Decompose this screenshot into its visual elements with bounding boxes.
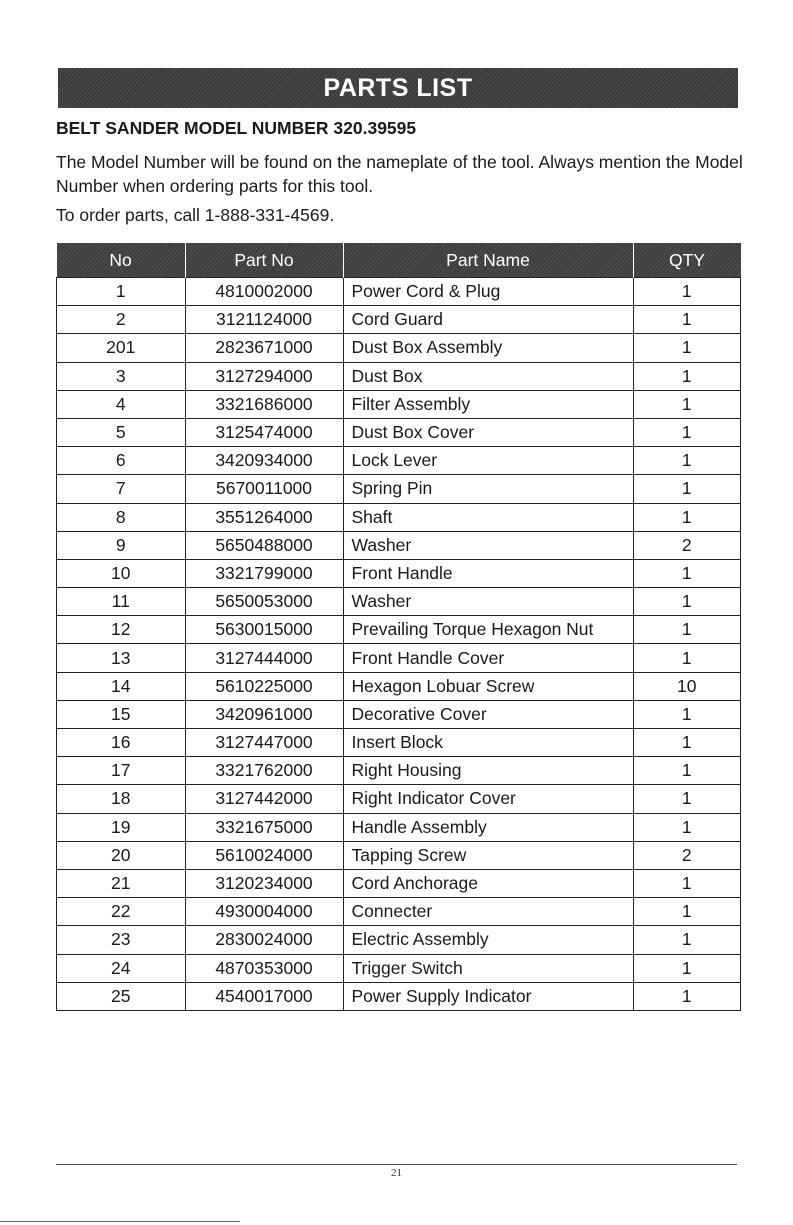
table-row bbox=[57, 672, 741, 700]
cell-part-name: Right Housing bbox=[343, 757, 633, 785]
cell-part-name: Trigger Switch bbox=[343, 954, 633, 982]
cell-no: 14 bbox=[57, 672, 186, 700]
cell-qty: 1 bbox=[633, 362, 741, 390]
cell-qty: 1 bbox=[633, 982, 741, 1010]
cell-part-no: 4540017000 bbox=[185, 982, 343, 1010]
table-row bbox=[57, 757, 741, 785]
cell-part-no: 4810002000 bbox=[185, 278, 343, 306]
cell-part-no: 3127444000 bbox=[185, 644, 343, 672]
cell-part-no: 3127294000 bbox=[185, 362, 343, 390]
cell-no: 24 bbox=[57, 954, 186, 982]
model-heading: BELT SANDER MODEL NUMBER 320.39595 bbox=[56, 118, 417, 138]
cell-no: 5 bbox=[57, 418, 186, 446]
cell-part-name: Front Handle Cover bbox=[343, 644, 633, 672]
parts-list-banner bbox=[58, 68, 738, 108]
banner-title: PARTS LIST bbox=[323, 73, 473, 102]
table-row bbox=[57, 898, 741, 926]
cell-qty: 1 bbox=[633, 616, 741, 644]
page-number: 21 bbox=[391, 1167, 402, 1179]
table-row bbox=[57, 644, 741, 672]
table-row bbox=[57, 813, 741, 841]
header-part-no: Part No bbox=[185, 243, 343, 278]
cell-qty: 1 bbox=[633, 306, 741, 334]
header-row bbox=[57, 243, 741, 278]
cell-part-no: 3127447000 bbox=[185, 729, 343, 757]
cell-qty: 1 bbox=[633, 559, 741, 587]
cell-qty: 2 bbox=[633, 531, 741, 559]
table-row bbox=[57, 616, 741, 644]
cell-qty: 2 bbox=[633, 841, 741, 869]
cell-part-no: 2830024000 bbox=[185, 926, 343, 954]
cell-no: 2 bbox=[57, 306, 186, 334]
cell-qty: 1 bbox=[633, 926, 741, 954]
cell-qty: 1 bbox=[633, 869, 741, 897]
cell-part-name: Dust Box bbox=[343, 362, 633, 390]
table-row bbox=[57, 334, 741, 362]
cell-part-no: 3321762000 bbox=[185, 757, 343, 785]
cell-part-name: Shaft bbox=[343, 503, 633, 531]
cell-qty: 1 bbox=[633, 503, 741, 531]
cell-no: 11 bbox=[57, 588, 186, 616]
header-no: No bbox=[57, 243, 186, 278]
cell-part-name: Electric Assembly bbox=[343, 926, 633, 954]
cell-part-name: Power Supply Indicator bbox=[343, 982, 633, 1010]
cell-part-no: 5650053000 bbox=[185, 588, 343, 616]
cell-qty: 1 bbox=[633, 390, 741, 418]
cell-part-name: Insert Block bbox=[343, 729, 633, 757]
cell-part-no: 3420961000 bbox=[185, 700, 343, 728]
table-row bbox=[57, 278, 741, 306]
cell-part-name: Tapping Screw bbox=[343, 841, 633, 869]
cell-no: 6 bbox=[57, 447, 186, 475]
cell-qty: 1 bbox=[633, 588, 741, 616]
cell-qty: 1 bbox=[633, 334, 741, 362]
cell-part-no: 3551264000 bbox=[185, 503, 343, 531]
cell-part-no: 3121124000 bbox=[185, 306, 343, 334]
cell-part-name: Cord Anchorage bbox=[343, 869, 633, 897]
table-row bbox=[57, 954, 741, 982]
cell-no: 1 bbox=[57, 278, 186, 306]
cell-qty: 1 bbox=[633, 729, 741, 757]
cell-part-name: Decorative Cover bbox=[343, 700, 633, 728]
cell-part-no: 4870353000 bbox=[185, 954, 343, 982]
cell-part-name: Lock Lever bbox=[343, 447, 633, 475]
cell-qty: 1 bbox=[633, 418, 741, 446]
cell-no: 23 bbox=[57, 926, 186, 954]
cell-qty: 10 bbox=[633, 672, 741, 700]
cell-qty: 1 bbox=[633, 644, 741, 672]
table-row bbox=[57, 982, 741, 1010]
cell-part-name: Prevailing Torque Hexagon Nut bbox=[343, 616, 633, 644]
cell-no: 9 bbox=[57, 531, 186, 559]
cell-no: 22 bbox=[57, 898, 186, 926]
cell-no: 17 bbox=[57, 757, 186, 785]
cell-part-no: 4930004000 bbox=[185, 898, 343, 926]
cell-no: 15 bbox=[57, 700, 186, 728]
cell-no: 12 bbox=[57, 616, 186, 644]
cell-no: 18 bbox=[57, 785, 186, 813]
cell-part-name: Connecter bbox=[343, 898, 633, 926]
cell-part-name: Dust Box Assembly bbox=[343, 334, 633, 362]
cell-part-no: 3120234000 bbox=[185, 869, 343, 897]
cell-part-name: Right Indicator Cover bbox=[343, 785, 633, 813]
cell-part-name: Dust Box Cover bbox=[343, 418, 633, 446]
cell-part-no: 3125474000 bbox=[185, 418, 343, 446]
table-row bbox=[57, 362, 741, 390]
cell-qty: 1 bbox=[633, 278, 741, 306]
cell-part-no: 5670011000 bbox=[185, 475, 343, 503]
cell-qty: 1 bbox=[633, 785, 741, 813]
cell-part-name: Front Handle bbox=[343, 559, 633, 587]
table-row bbox=[57, 700, 741, 728]
cell-part-no: 5610024000 bbox=[185, 841, 343, 869]
cell-no: 20 bbox=[57, 841, 186, 869]
cell-part-name: Power Cord & Plug bbox=[343, 278, 633, 306]
bottom-rule bbox=[0, 1221, 240, 1222]
cell-part-name: Filter Assembly bbox=[343, 390, 633, 418]
cell-part-no: 3127442000 bbox=[185, 785, 343, 813]
cell-qty: 1 bbox=[633, 757, 741, 785]
cell-part-name: Hexagon Lobuar Screw bbox=[343, 672, 633, 700]
cell-no: 201 bbox=[57, 334, 186, 362]
parts-table-body bbox=[57, 278, 741, 1011]
parts-table bbox=[56, 243, 741, 1011]
cell-part-name: Washer bbox=[343, 588, 633, 616]
cell-no: 21 bbox=[57, 869, 186, 897]
table-row bbox=[57, 588, 741, 616]
cell-part-name: Spring Pin bbox=[343, 475, 633, 503]
order-info: To order parts, call 1-888-331-4569. bbox=[56, 205, 335, 225]
cell-no: 4 bbox=[57, 390, 186, 418]
cell-no: 8 bbox=[57, 503, 186, 531]
cell-qty: 1 bbox=[633, 954, 741, 982]
cell-qty: 1 bbox=[633, 475, 741, 503]
cell-no: 19 bbox=[57, 813, 186, 841]
table-row bbox=[57, 559, 741, 587]
table-row bbox=[57, 306, 741, 334]
table-row bbox=[57, 418, 741, 446]
table-row bbox=[57, 869, 741, 897]
cell-no: 25 bbox=[57, 982, 186, 1010]
cell-part-no: 3321799000 bbox=[185, 559, 343, 587]
cell-qty: 1 bbox=[633, 898, 741, 926]
cell-part-no: 3321675000 bbox=[185, 813, 343, 841]
table-row bbox=[57, 390, 741, 418]
cell-part-no: 5650488000 bbox=[185, 531, 343, 559]
parts-table-header bbox=[57, 243, 741, 278]
table-row bbox=[57, 926, 741, 954]
cell-no: 3 bbox=[57, 362, 186, 390]
table-row bbox=[57, 503, 741, 531]
table-row bbox=[57, 531, 741, 559]
cell-part-name: Washer bbox=[343, 531, 633, 559]
cell-qty: 1 bbox=[633, 700, 741, 728]
intro-paragraph: The Model Number will be found on the nameplate of the tool. Always mention the Model Number when ordering parts for this tool. bbox=[56, 152, 743, 196]
cell-no: 13 bbox=[57, 644, 186, 672]
cell-part-no: 5630015000 bbox=[185, 616, 343, 644]
cell-no: 7 bbox=[57, 475, 186, 503]
cell-part-no: 3420934000 bbox=[185, 447, 343, 475]
table-row bbox=[57, 785, 741, 813]
table-row bbox=[57, 447, 741, 475]
footer-rule bbox=[56, 1164, 737, 1165]
cell-no: 16 bbox=[57, 729, 186, 757]
table-row bbox=[57, 475, 741, 503]
header-qty: QTY bbox=[633, 243, 741, 278]
cell-part-no: 3321686000 bbox=[185, 390, 343, 418]
cell-qty: 1 bbox=[633, 447, 741, 475]
table-row bbox=[57, 841, 741, 869]
cell-part-no: 5610225000 bbox=[185, 672, 343, 700]
header-part-name: Part Name bbox=[343, 243, 633, 278]
cell-part-name: Cord Guard bbox=[343, 306, 633, 334]
table-row bbox=[57, 729, 741, 757]
cell-qty: 1 bbox=[633, 813, 741, 841]
cell-part-name: Handle Assembly bbox=[343, 813, 633, 841]
cell-no: 10 bbox=[57, 559, 186, 587]
cell-part-no: 2823671000 bbox=[185, 334, 343, 362]
